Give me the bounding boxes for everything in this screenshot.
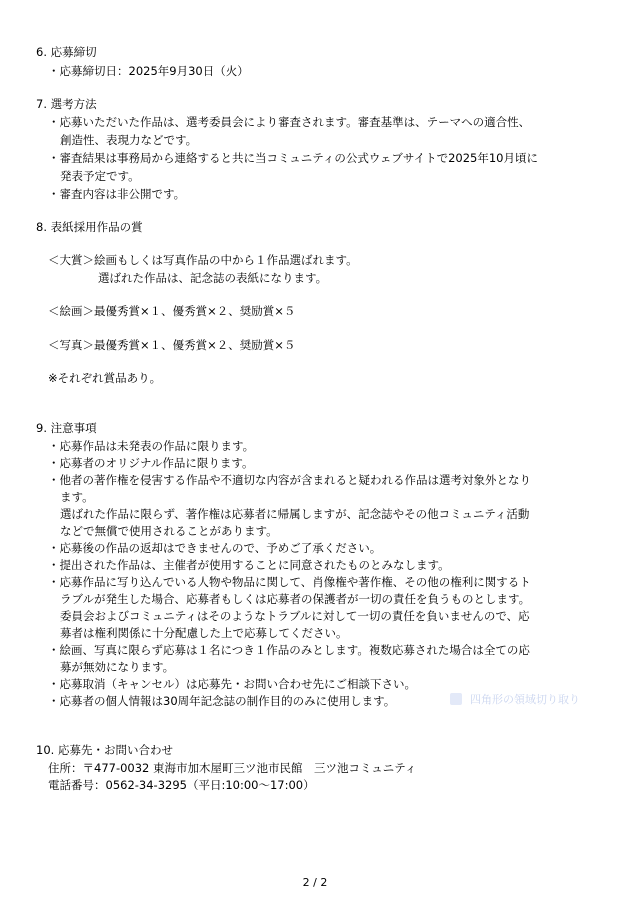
snip-icon: [450, 693, 462, 705]
selection-line-2: 創造性、表現力などです。: [60, 133, 198, 147]
notice-line-6: などで無償で使用されることがあります。: [60, 524, 278, 538]
notice-line-15: ・応募取消（キャンセル）は応募先・お問い合わせ先にご相談下さい。: [48, 677, 416, 691]
prize-note: ※それぞれ賞品あり。: [48, 371, 162, 385]
page-number: 2 / 2: [302, 876, 328, 889]
notice-line-4: ます。: [60, 490, 94, 504]
selection-line-1: ・応募いただいた作品は、選考委員会により審査されます。審査基準は、テーマへの適合性、: [48, 115, 531, 129]
grand-prize-line-2: 選ばれた作品は、記念誌の表紙になります。: [98, 271, 328, 285]
snip-tooltip-label: 四角形の領域切り取り: [470, 693, 580, 706]
notice-line-1: ・応募作品は未発表の作品に限ります。: [48, 439, 255, 453]
notice-line-16: ・応募者の個人情報は30周年記念誌の制作目的のみに使用します。: [48, 694, 396, 708]
section-8-heading: 8. 表紙採用作品の賞: [36, 220, 143, 234]
selection-line-4: 発表予定です。: [60, 169, 140, 183]
painting-prize-line: ＜絵画＞最優秀賞×１、優秀賞×２、奨励賞×５: [48, 304, 296, 318]
selection-line-3: ・審査結果は事務局から連絡すると共に当コミュニティの公式ウェブサイトで2025年10月頃に: [48, 151, 538, 165]
notice-line-12: 募者は権利関係に十分配慮した上で応募してください。: [60, 626, 348, 640]
notice-line-3: ・他者の著作権を侵害する作品や不適切な内容が含まれると疑われる作品は選考対象外となり: [48, 473, 531, 487]
notice-line-11: 委員会およびコミュニティはそのようなトラブルに対して一切の責任を負いませんので、応: [60, 609, 530, 623]
section-7-heading: 7. 選考方法: [36, 97, 97, 111]
section-6-heading: 6. 応募締切: [36, 45, 97, 59]
grand-prize-line-1: ＜大賞＞絵画もしくは写真作品の中から１作品選ばれます。: [48, 253, 358, 267]
deadline-line: ・応募締切日：2025年9月30日（火）: [48, 64, 249, 78]
notice-line-2: ・応募者のオリジナル作品に限ります。: [48, 456, 254, 470]
section-10-heading: 10. 応募先・お問い合わせ: [36, 743, 173, 757]
notice-line-9: ・応募作品に写り込んでいる人物や物品に関して、肖像権や著作権、その他の権利に関するト: [48, 575, 531, 589]
contact-phone: 電話番号：0562-34-3295（平日:10:00～17:00）: [48, 778, 315, 792]
contact-address: 住所：〒477-0032 東海市加木屋町三ツ池市民館 三ツ池コミュニティ: [48, 761, 417, 775]
notice-line-5: 選ばれた作品に限らず、著作権は応募者に帰属しますが、記念誌やその他コミュニティ活動: [60, 507, 530, 521]
notice-line-14: 募が無効になります。: [60, 660, 175, 674]
notice-line-8: ・提出された作品は、主催者が使用することに同意されたものとみなします。: [48, 558, 450, 572]
snip-tooltip[interactable]: [446, 689, 630, 711]
notice-line-7: ・応募後の作品の返却はできませんので、予めご了承ください。: [48, 541, 382, 555]
notice-line-13: ・絵画、写真に限らず応募は１名につき１作品のみとします。複数応募された場合は全ての応: [48, 643, 530, 657]
photo-prize-line: ＜写真＞最優秀賞×１、優秀賞×２、奨励賞×５: [48, 338, 296, 352]
selection-line-5: ・審査内容は非公開です。: [48, 187, 186, 201]
section-9-heading: 9. 注意事項: [36, 421, 97, 435]
notice-line-10: ラブルが発生した場合、応募者もしくは応募者の保護者が一切の責任を負うものとします。: [60, 592, 531, 606]
